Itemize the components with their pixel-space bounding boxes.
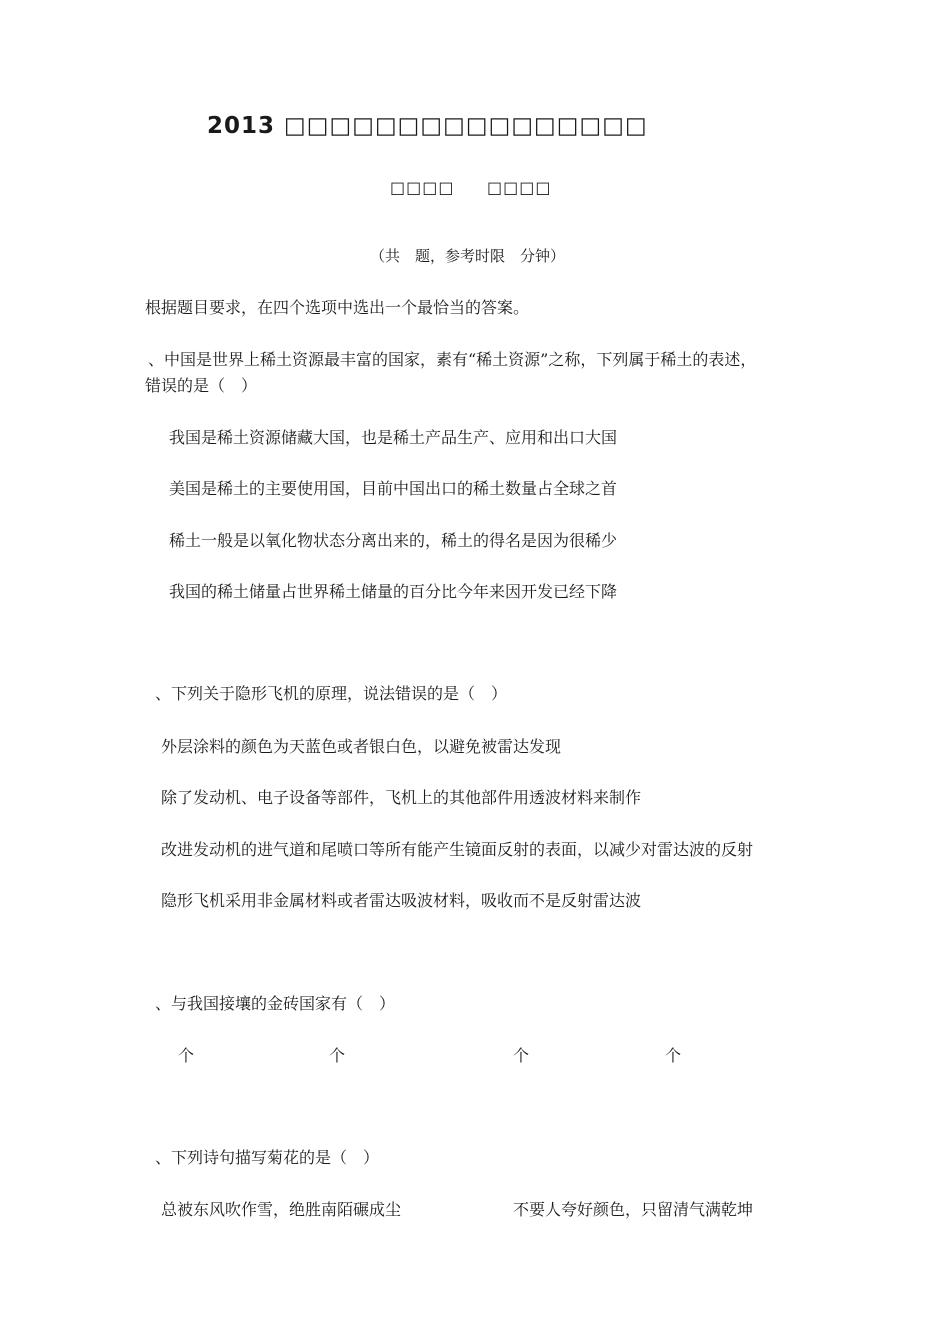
question-4-option-b: 不要人夸好颜色，只留清气满乾坤 (513, 1200, 754, 1219)
question-3-stem: 、与我国接壤的金砖国家有（ ） (155, 994, 396, 1013)
question-1-option-d: 我国的稀土储量占世界稀土储量的百分比今年来因开发已经下降 (169, 582, 618, 601)
question-3-option-c: 个 (513, 1046, 530, 1065)
exam-note: （共 题，参考时限 分钟） (370, 247, 566, 265)
question-1-option-a: 我国是稀土资源储藏大国，也是稀土产品生产、应用和出口大国 (169, 428, 618, 447)
question-2-option-b: 除了发动机、电子设备等部件，飞机上的其他部件用透波材料来制作 (161, 788, 642, 807)
question-4-stem: 、下列诗句描写菊花的是（ ） (155, 1148, 380, 1167)
subtitle-right: □□□□ (487, 178, 552, 197)
question-3-option-a: 个 (178, 1046, 195, 1065)
question-1-option-b: 美国是稀土的主要使用国，目前中国出口的稀土数量占全球之首 (169, 479, 618, 498)
question-1-stem-cont: 错误的是（ ） (145, 376, 258, 395)
question-2-option-d: 隐形飞机采用非金属材料或者雷达吸波材料，吸收而不是反射雷达波 (161, 891, 642, 910)
question-1-option-c: 稀土一般是以氧化物状态分离出来的，稀土的得名是因为很稀少 (169, 531, 618, 550)
question-2-stem: 、下列关于隐形飞机的原理，说法错误的是（ ） (155, 684, 508, 703)
question-4-option-a: 总被东风吹作雪，绝胜南陌碾成尘 (161, 1200, 402, 1219)
question-2-option-a: 外层涂料的颜色为天蓝色或者银白色，以避免被雷达发现 (161, 737, 562, 756)
question-3-option-d: 个 (665, 1046, 682, 1065)
document-title: 2013 □□□□□□□□□□□□□□□□ (207, 113, 648, 139)
instruction-text: 根据题目要求，在四个选项中选出一个最恰当的答案。 (145, 298, 530, 317)
subtitle-left: □□□□ (390, 178, 455, 197)
question-1-stem: 、中国是世界上稀土资源最丰富的国家，素有“稀土资源”之称，下列属于稀土的表述， (148, 350, 757, 369)
question-3-option-b: 个 (329, 1046, 346, 1065)
question-2-option-c: 改进发动机的进气道和尾喷口等所有能产生镜面反射的表面，以减少对雷达波的反射 (161, 840, 754, 859)
